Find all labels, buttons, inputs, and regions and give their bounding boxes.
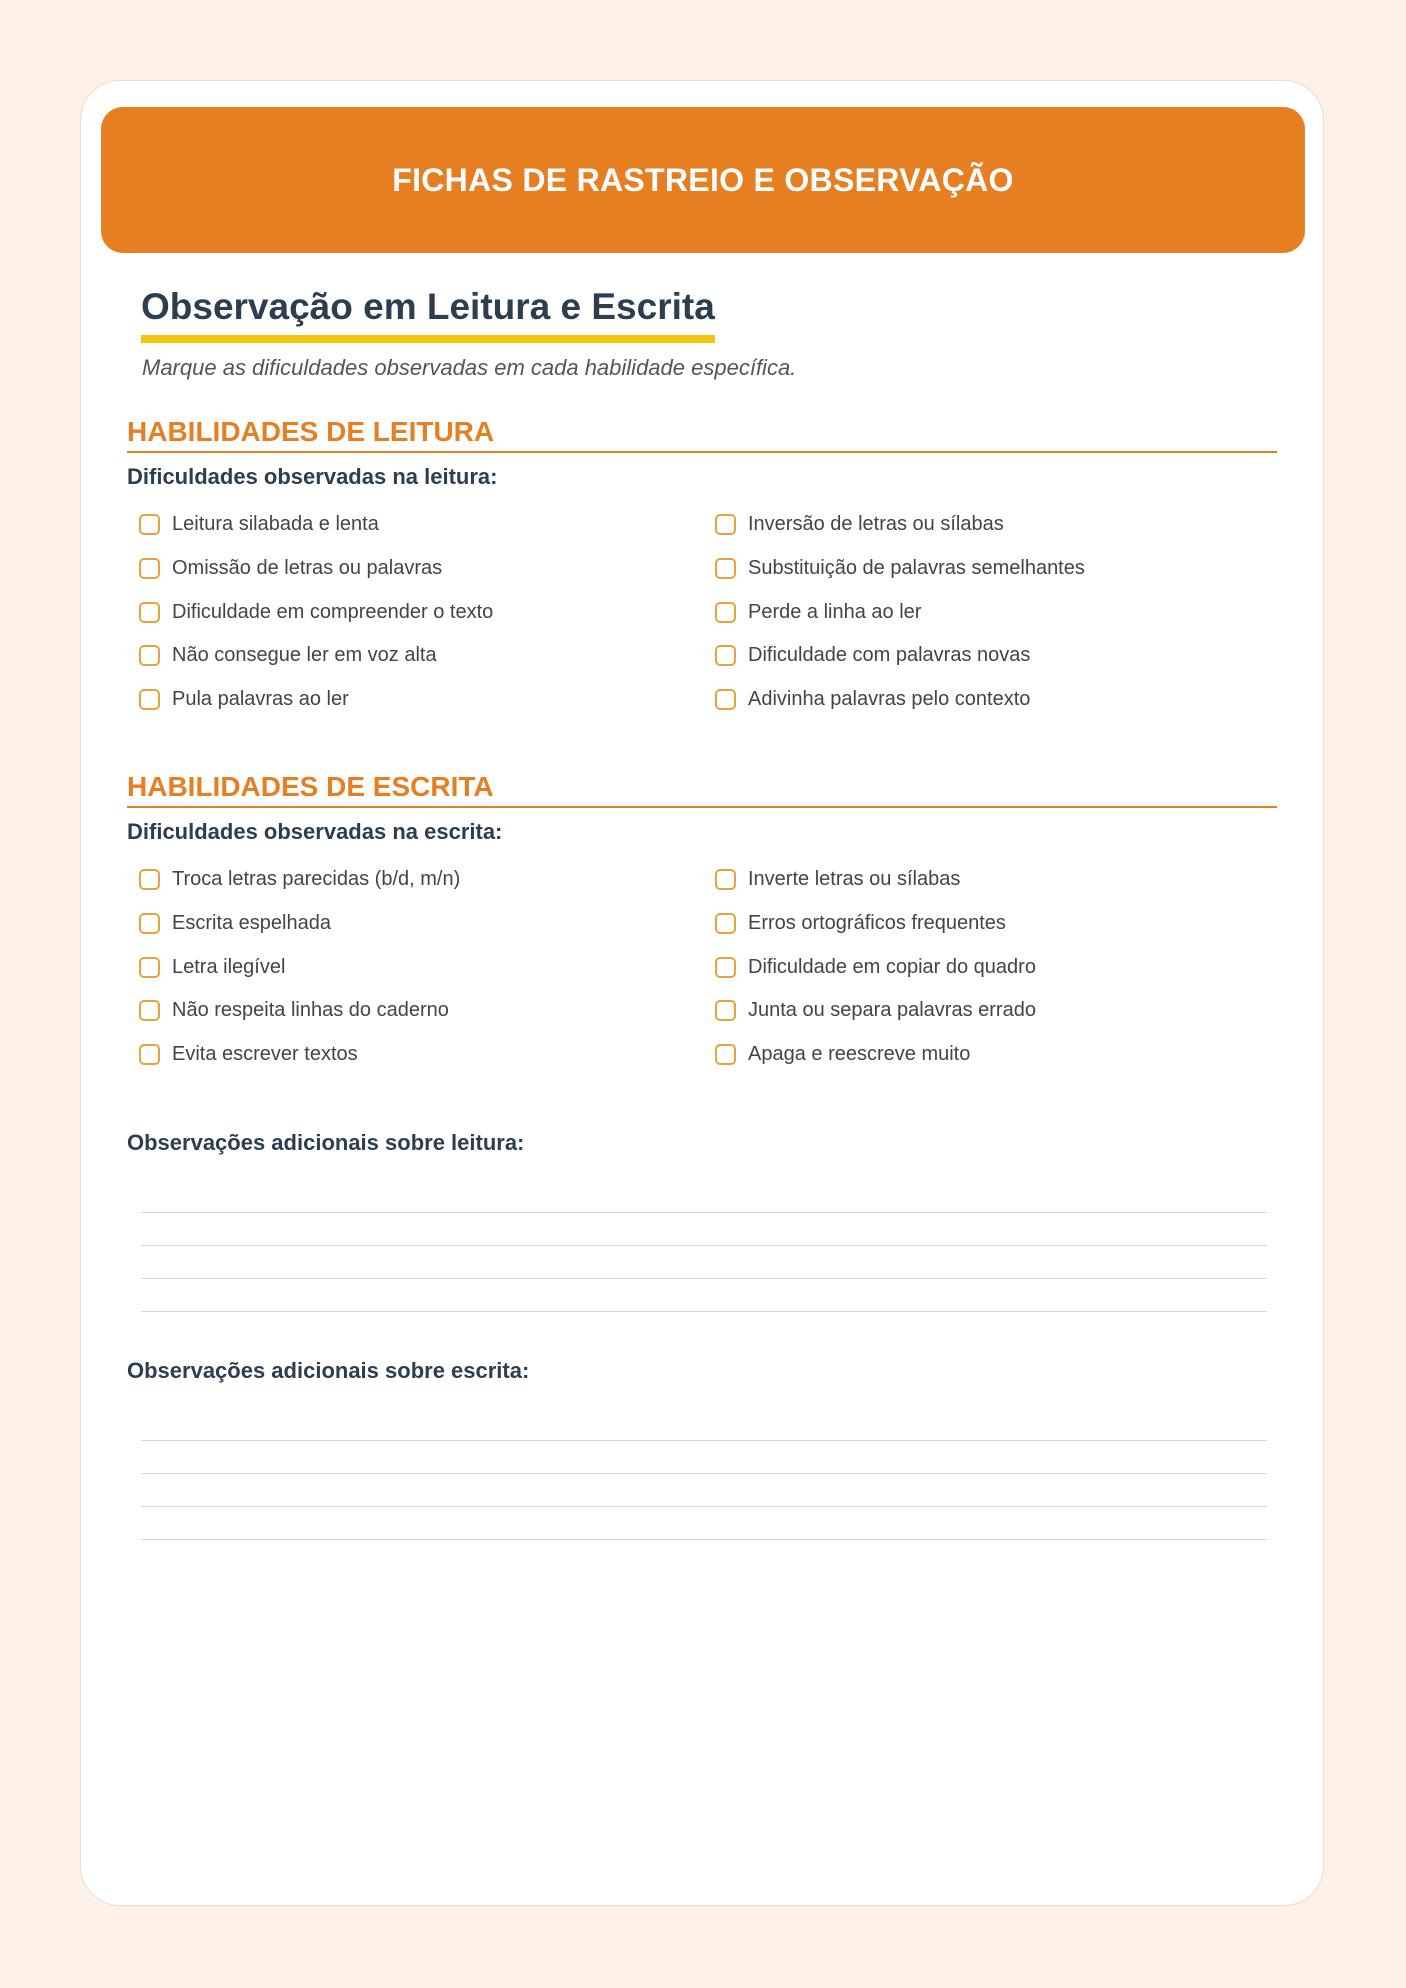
writing-notes	[127, 1357, 1277, 1540]
checklist-item[interactable]	[703, 547, 1279, 591]
writing-heading: HABILIDADES DE ESCRITA	[127, 770, 1277, 808]
checkbox[interactable]	[715, 558, 736, 579]
checklist-label: Dificuldade em compreender o texto	[172, 600, 494, 623]
checkbox[interactable]	[139, 514, 160, 535]
checklist-label: Pula palavras ao ler	[172, 687, 349, 710]
checkbox[interactable]	[139, 957, 160, 978]
note-line[interactable]	[141, 1213, 1267, 1246]
note-line[interactable]	[141, 1180, 1267, 1213]
note-line[interactable]	[141, 1441, 1267, 1474]
checkbox[interactable]	[715, 645, 736, 666]
checklist-label: Perde a linha ao ler	[748, 600, 922, 623]
note-line[interactable]	[141, 1474, 1267, 1507]
checklist-item[interactable]	[703, 503, 1279, 547]
checklist-item[interactable]	[127, 634, 703, 678]
reading-section	[127, 415, 1277, 721]
checklist-label: Apaga e reescreve muito	[748, 1042, 971, 1065]
note-line[interactable]	[141, 1246, 1267, 1279]
checklist-item[interactable]	[703, 678, 1279, 722]
worksheet-card	[80, 80, 1324, 1906]
checklist-label: Erros ortográficos frequentes	[748, 912, 1006, 935]
checklist-label: Letra ilegível	[172, 955, 286, 978]
header-banner	[101, 107, 1305, 253]
page-subtitle: Marque as dificuldades observadas em cada habilidade específica.	[142, 355, 797, 380]
reading-subheading: Dificuldades observadas na leitura:	[127, 463, 498, 489]
writing-subheading: Dificuldades observadas na escrita:	[127, 818, 503, 844]
checkbox[interactable]	[139, 602, 160, 623]
checklist-item[interactable]	[127, 858, 703, 902]
checklist-label: Omissão de letras ou palavras	[172, 557, 443, 580]
checklist-item[interactable]	[703, 902, 1279, 946]
checklist-label: Substituição de palavras semelhantes	[748, 557, 1085, 580]
checkbox[interactable]	[139, 689, 160, 710]
writing-notes-lines[interactable]	[141, 1408, 1267, 1540]
reading-checklist	[127, 503, 1277, 721]
checklist-item[interactable]	[703, 989, 1279, 1033]
checklist-item[interactable]	[127, 590, 703, 634]
checklist-label: Troca letras parecidas (b/d, m/n)	[172, 868, 461, 891]
checkbox[interactable]	[139, 913, 160, 934]
checklist-item[interactable]	[703, 634, 1279, 678]
checklist-label: Inverte letras ou sílabas	[748, 868, 961, 891]
reading-heading: HABILIDADES DE LEITURA	[127, 415, 1277, 453]
checkbox[interactable]	[715, 957, 736, 978]
checkbox[interactable]	[139, 645, 160, 666]
checkbox[interactable]	[715, 689, 736, 710]
checklist-item[interactable]	[127, 503, 703, 547]
checkbox[interactable]	[139, 1044, 160, 1065]
checklist-item[interactable]	[703, 1033, 1279, 1077]
note-line[interactable]	[141, 1507, 1267, 1540]
reading-notes-lines[interactable]	[141, 1180, 1267, 1312]
checklist-label: Adivinha palavras pelo contexto	[748, 687, 1031, 710]
checklist-item[interactable]	[127, 902, 703, 946]
checklist-item[interactable]	[127, 678, 703, 722]
checklist-item[interactable]	[703, 590, 1279, 634]
checklist-label: Escrita espelhada	[172, 912, 331, 935]
checkbox[interactable]	[715, 913, 736, 934]
checklist-item[interactable]	[703, 858, 1279, 902]
checkbox[interactable]	[715, 1000, 736, 1021]
writing-checklist	[127, 858, 1277, 1076]
checklist-label: Dificuldade com palavras novas	[748, 644, 1031, 667]
checklist-label: Leitura silabada e lenta	[172, 513, 379, 536]
page-title: Observação em Leitura e Escrita	[141, 285, 715, 343]
checklist-label: Evita escrever textos	[172, 1042, 358, 1065]
checkbox[interactable]	[715, 869, 736, 890]
checkbox[interactable]	[715, 1044, 736, 1065]
checklist-item[interactable]	[127, 547, 703, 591]
checklist-label: Inversão de letras ou sílabas	[748, 513, 1004, 536]
reading-notes-label: Observações adicionais sobre leitura:	[127, 1130, 525, 1155]
checklist-item[interactable]	[127, 1033, 703, 1077]
reading-notes	[127, 1129, 1277, 1312]
checkbox[interactable]	[715, 514, 736, 535]
header-title: FICHAS DE RASTREIO E OBSERVAÇÃO	[392, 161, 1014, 198]
checklist-label: Não respeita linhas do caderno	[172, 999, 449, 1022]
checklist-item[interactable]	[127, 989, 703, 1033]
checklist-item[interactable]	[127, 945, 703, 989]
note-line[interactable]	[141, 1279, 1267, 1312]
checkbox[interactable]	[139, 558, 160, 579]
checkbox[interactable]	[139, 1000, 160, 1021]
checklist-label: Junta ou separa palavras errado	[748, 999, 1036, 1022]
writing-notes-label: Observações adicionais sobre escrita:	[127, 1358, 530, 1383]
checklist-label: Não consegue ler em voz alta	[172, 644, 437, 667]
note-line[interactable]	[141, 1408, 1267, 1441]
checkbox[interactable]	[715, 602, 736, 623]
writing-section	[127, 770, 1277, 1076]
checklist-item[interactable]	[703, 945, 1279, 989]
checkbox[interactable]	[139, 869, 160, 890]
checklist-label: Dificuldade em copiar do quadro	[748, 955, 1036, 978]
